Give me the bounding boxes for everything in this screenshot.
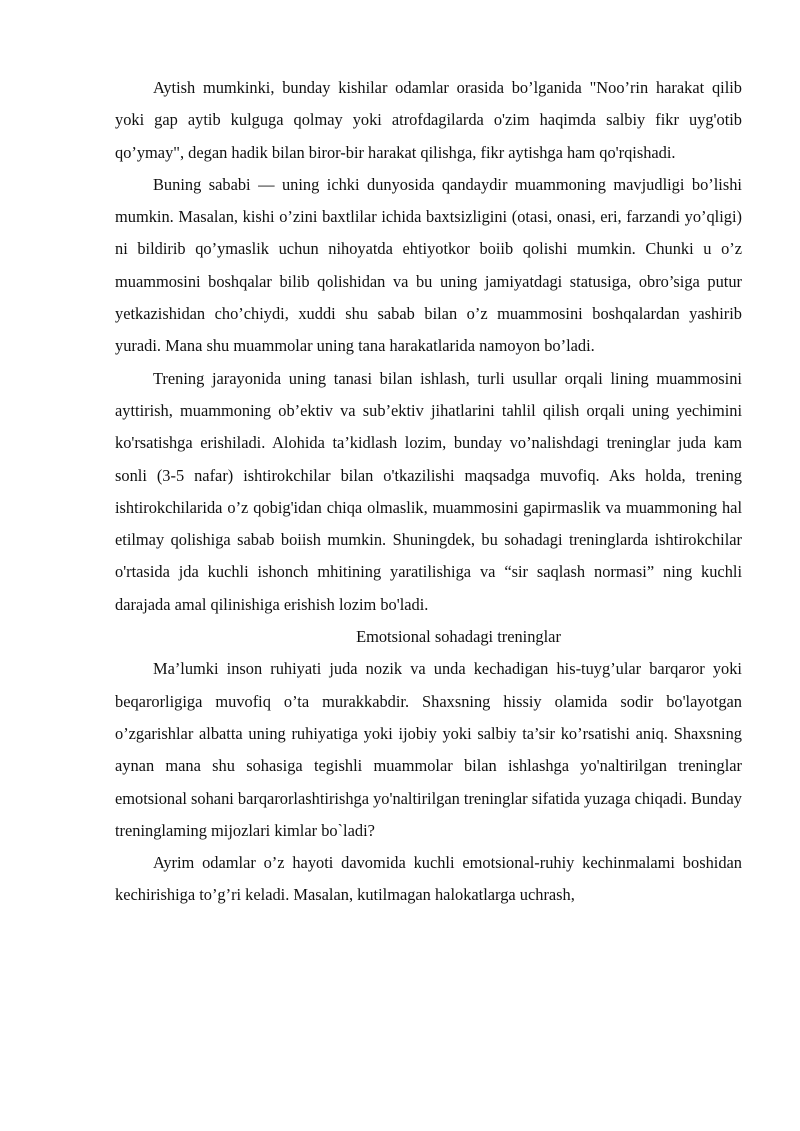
paragraph-3: Trening jarayonida uning tanasi bilan ishlash, turli usullar orqali lining muammosini ayttirish, muammoning ob’ektiv va sub’ektiv jihatlarini tahlil qilish orqali uning yechimini ko'rsatishga erishiladi. Alohida ta’kidlash lozim, bunday vo’nalishdagi treninglar juda kam sonli (3-5 nafar) ishtirokchilar bilan o'tkazilishi maqsadga muvofiq. Aks holda, trening ishtirokchilarida o’z qobig'idan chiqa olmaslik, muammosini gapirmaslik va muammoning hal etilmay qolishiga sabab boiish mumkin. Shuningdek, bu sohadagi treninglarda ishtirokchilar o'rtasida jda kuchli ishonch mhitining yaratilishiga va “sir saqlash normasi” ning kuchli darajada amal qilinishiga erishish lozim bo'ladi.	[115, 368, 742, 614]
document-page	[115, 72, 742, 912]
paragraph-5: Ayrim odamlar o’z hayoti davomida kuchli emotsional-ruhiy kechinmalami boshidan kechirishiga to’g’ri keladi. Masalan, kutilmagan halokatlarga uchrash,	[115, 853, 742, 905]
paragraph-1: Aytish mumkinki, bunday kishilar odamlar orasida bo’lganida "Noo’rin harakat qilib yoki gap aytib kulguga qolmay yoki atrofdagilarda o'zim haqimda salbiy fikr uyg'otib qo’ymay", degan hadik bilan biror-bir harakat qilishga, fikr aytishga ham qo'rqishadi.	[115, 78, 742, 162]
paragraph-4: Ma’lumki inson ruhiyati juda nozik va unda kechadigan his-tuyg’ular barqaror yoki beqarorligiga muvofiq o’ta murakkabdir. Shaxsning hissiy olamida sodir bo'layotgan o’zgarishlar albatta uning ruhiyatiga yoki ijobiy yoki salbiy ta’sir ko’rsatishi aniq. Shaxsning aynan mana shu sohasiga tegishli muammolar bilan ishlashga yo'naltirilgan treninglar emotsional sohani barqarorlashtirishga yo'naltirilgan treninglar sifatida yuzaga chiqadi. Bunday treninglaming mijozlari kimlar bo`ladi?	[115, 659, 742, 840]
section-heading: Emotsional sohadagi treninglar	[356, 627, 561, 647]
paragraph-2: Buning sababi — uning ichki dunyosida qandaydir muammoning mavjudligi bo’lishi mumkin. Masalan, kishi o’zini baxtlilar ichida baxtsizligini (otasi, onasi, eri, farzandi yo’qligi) ni bildirib qo’ymaslik uchun nihoyatda ehtiyotkor boiib qolishi mumkin. Chunki u o’z muammosini boshqalar bilib qolishidan va bu uning jamiyatdagi statusiga, obro’siga putur yetkazishidan cho’chiydi, xuddi shu sabab bilan o’z muammosini boshqalardan yashirib yuradi. Mana shu muammolar uning tana harakatlarida namoyon bo’ladi.	[115, 174, 742, 356]
